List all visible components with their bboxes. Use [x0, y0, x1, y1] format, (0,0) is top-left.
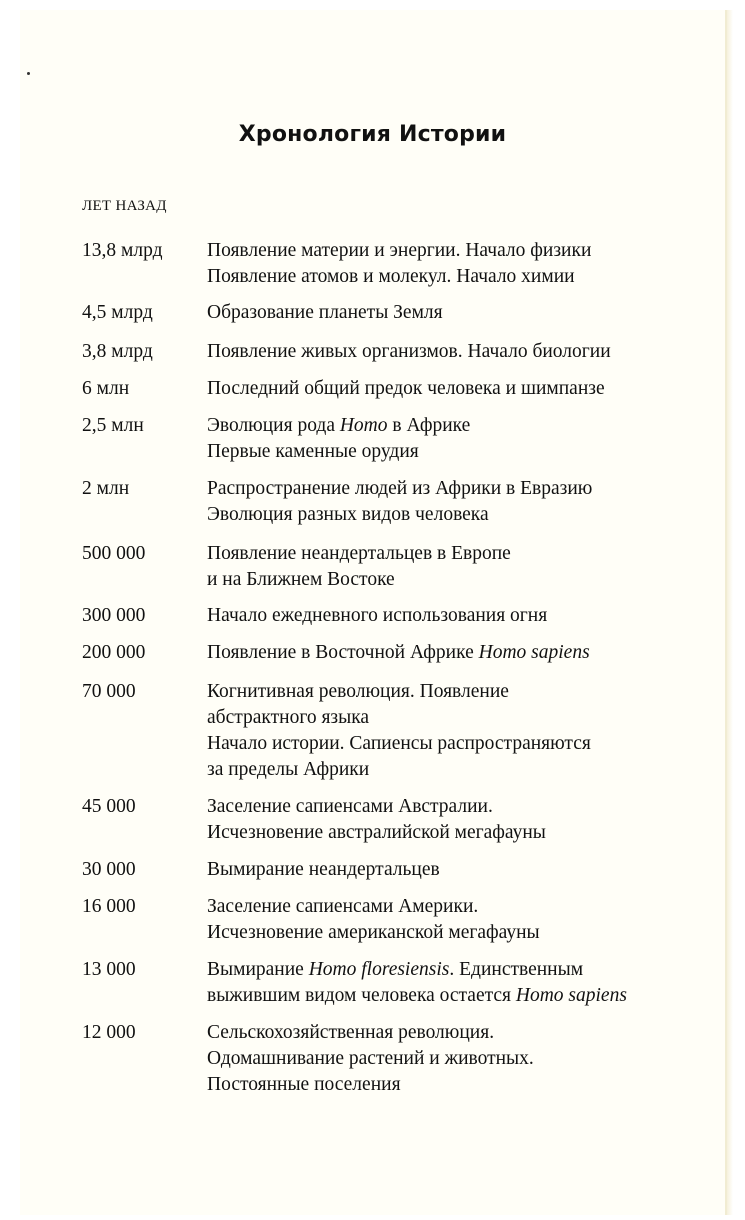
italic-taxon: Homo sapiens [478, 642, 590, 663]
entry-description [207, 640, 590, 666]
italic-taxon: Homo floresiensis [308, 959, 450, 980]
entry-line [207, 567, 511, 593]
text-segment: Появление неандертальцев в Европе [207, 543, 511, 564]
text-segment: Постоянные поселения [207, 1074, 401, 1095]
text-segment: Последний общий предок человека и шимпанзе [207, 378, 605, 399]
entry-line [207, 757, 591, 783]
entry-line [207, 731, 591, 757]
entry-line [207, 413, 470, 439]
text-segment: Исчезновение австралийской мегафауны [207, 822, 546, 843]
text-segment: . Единственным [449, 959, 584, 980]
text-segment: Начало истории. Сапиенсы распространяются [207, 733, 591, 754]
text-segment: Появление материи и энергии. Начало физики [207, 240, 592, 261]
entry-line [207, 264, 591, 290]
text-segment: Когнитивная революция. Появление [207, 681, 509, 702]
page-title: Хронология Истории [238, 122, 507, 147]
text-segment: Образование планеты Земля [207, 302, 443, 323]
entry-date: 4,5 млрд [82, 302, 153, 323]
entry-line [207, 894, 540, 920]
text-segment: Вымирание неандертальцев [207, 859, 440, 880]
text-segment: Эволюция рода [207, 415, 340, 436]
entry-line [207, 541, 511, 567]
entry-description [207, 476, 592, 528]
entry-line [207, 1072, 534, 1098]
entry-line [207, 820, 546, 846]
text-segment: Появление атомов и молекул. Начало химии [207, 266, 575, 287]
entry-line [207, 1020, 534, 1046]
text-segment: Появление живых организмов. Начало биологии [207, 341, 611, 362]
entry-date: 200 000 [82, 642, 146, 663]
text-segment: и на Ближнем Востоке [207, 569, 395, 590]
entry-line [207, 679, 591, 705]
entry-line [207, 983, 627, 1009]
entry-line [207, 1046, 534, 1072]
text-segment: Эволюция разных видов человека [207, 504, 489, 525]
entry-date: 70 000 [82, 681, 136, 702]
entry-line [207, 920, 540, 946]
entry-line [207, 603, 547, 629]
text-segment: Первые каменные орудия [207, 441, 419, 462]
text-segment: Заселение сапиенсами Австралии. [207, 796, 493, 817]
entry-line [207, 300, 443, 326]
entry-line [207, 238, 591, 264]
text-segment: выжившим видом человека остается [207, 985, 516, 1006]
entry-line [207, 339, 611, 365]
text-segment: за пределы Африки [207, 759, 370, 780]
entry-description [207, 541, 511, 593]
entry-line [207, 640, 590, 666]
entry-date: 2 млн [82, 478, 130, 499]
text-segment: Одомашнивание растений и животных. [207, 1048, 534, 1069]
entry-line [207, 376, 605, 402]
column-header-years-ago: ЛЕТ НАЗАД [82, 198, 167, 214]
entry-date: 12 000 [82, 1022, 136, 1043]
text-segment: Появление в Восточной Африке [207, 642, 479, 663]
text-segment: в Африке [387, 415, 471, 436]
entry-date: 6 млн [82, 378, 130, 399]
ink-speck [27, 72, 30, 75]
entry-line [207, 957, 627, 983]
entry-line [207, 794, 546, 820]
entry-line [207, 502, 592, 528]
entry-line [207, 439, 470, 465]
entry-description [207, 300, 443, 326]
entry-description [207, 957, 627, 1009]
entry-description [207, 238, 591, 290]
text-segment: Заселение сапиенсами Америки. [207, 896, 479, 917]
entry-date: 45 000 [82, 796, 136, 817]
entry-description [207, 376, 605, 402]
entry-date: 2,5 млн [82, 415, 144, 436]
entry-date: 30 000 [82, 859, 136, 880]
entry-date: 16 000 [82, 896, 136, 917]
text-segment: Исчезновение американской мегафауны [207, 922, 540, 943]
italic-taxon: Homo [339, 415, 388, 436]
text-segment: абстрактного языка [207, 707, 370, 728]
entry-date: 13 000 [82, 959, 136, 980]
text-segment: Начало ежедневного использования огня [207, 605, 548, 626]
text-segment: Сельскохозяйственная революция. [207, 1022, 495, 1043]
italic-taxon: Homo sapiens [515, 985, 627, 1006]
entry-date: 3,8 млрд [82, 341, 153, 362]
entry-description [207, 339, 611, 365]
book-page [20, 10, 727, 1215]
entry-date: 300 000 [82, 605, 146, 626]
entry-description [207, 794, 546, 846]
entry-description [207, 857, 440, 883]
entry-line [207, 476, 592, 502]
entry-description [207, 1020, 534, 1098]
entry-line [207, 705, 591, 731]
entry-description [207, 894, 540, 946]
entry-description [207, 603, 547, 629]
entry-line [207, 857, 440, 883]
text-segment: Распространение людей из Африки в Евразию [207, 478, 593, 499]
entry-description [207, 413, 470, 465]
entry-date: 500 000 [82, 543, 146, 564]
text-segment: Вымирание [207, 959, 309, 980]
entry-description [207, 679, 591, 783]
entry-date: 13,8 млрд [82, 240, 163, 261]
